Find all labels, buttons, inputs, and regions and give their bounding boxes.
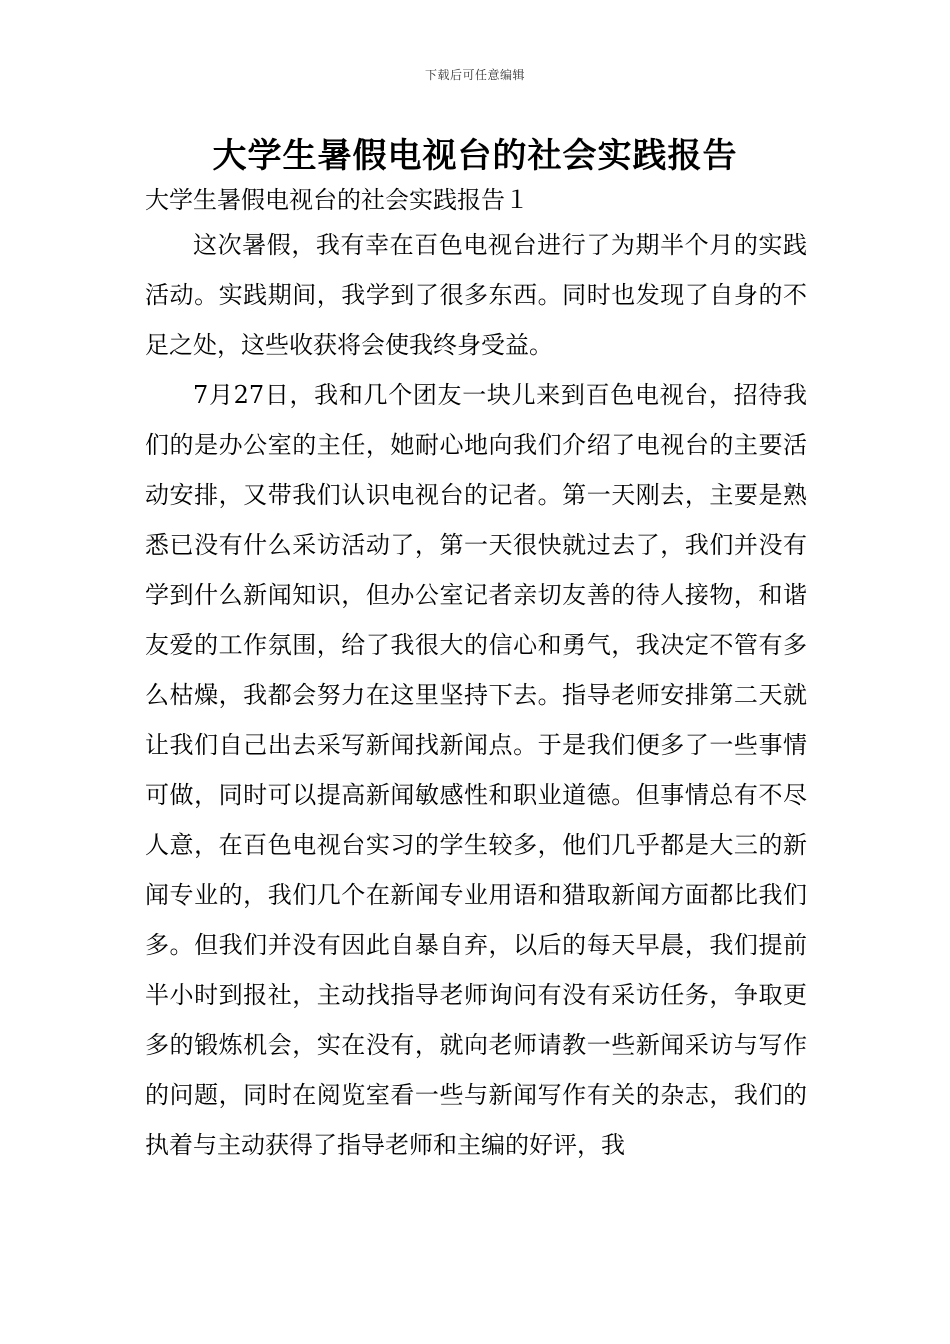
paragraph: 这次暑假，我有幸在百色电视台进行了为期半个月的实践活动。实践期间，我学到了很多东西。同时也发现了自身的不足之处，这些收获将会使我终身受益。 xyxy=(145,231,807,359)
header-note: 下载后可任意编辑 xyxy=(424,68,525,82)
paragraph: 7月27日，我和几个团友一块儿来到百色电视台，招待我们的是办公室的主任，她耐心地向我们介绍了电视台的主要活动安排，又带我们认识电视台的记者。第一天刚去，主要是熟悉已没有什么采访活动了，第一天很快就过去了，我们并没有学到什么新闻知识，但办公室记者亲切友善的待人接物，和谐友爱的工作氛围，给了我很大的信心和勇气，我决定不管有多么枯燥，我都会努力在这里坚持下去。指导老师安排第二天就让我们自己出去采写新闻找新闻点。于是我们便多了一些事情可做，同时可以提高新闻敏感性和职业道德。但事情总有不尽人意，在百色电视台实习的学生较多，他们几乎都是大三的新闻专业的，我们几个在新闻专业用语和猎取新闻方面都比我们多。但我们并没有因此自暴自弃，以后的每天早晨，我们提前半小时到报社，主动找指导老师询问有没有采访任务，争取更多的锻炼机会，实在没有，就向老师请教一些新闻采访与写作的问题，同时在阅览室看一些与新闻写作有关的杂志，我们的执着与主动获得了指导老师和主编的好评，我 xyxy=(145,381,807,1159)
document-title: 大学生暑假电视台的社会实践报告 xyxy=(212,136,738,176)
section-subtitle: 大学生暑假电视台的社会实践报告１ xyxy=(145,186,529,214)
document-body xyxy=(145,180,807,1170)
